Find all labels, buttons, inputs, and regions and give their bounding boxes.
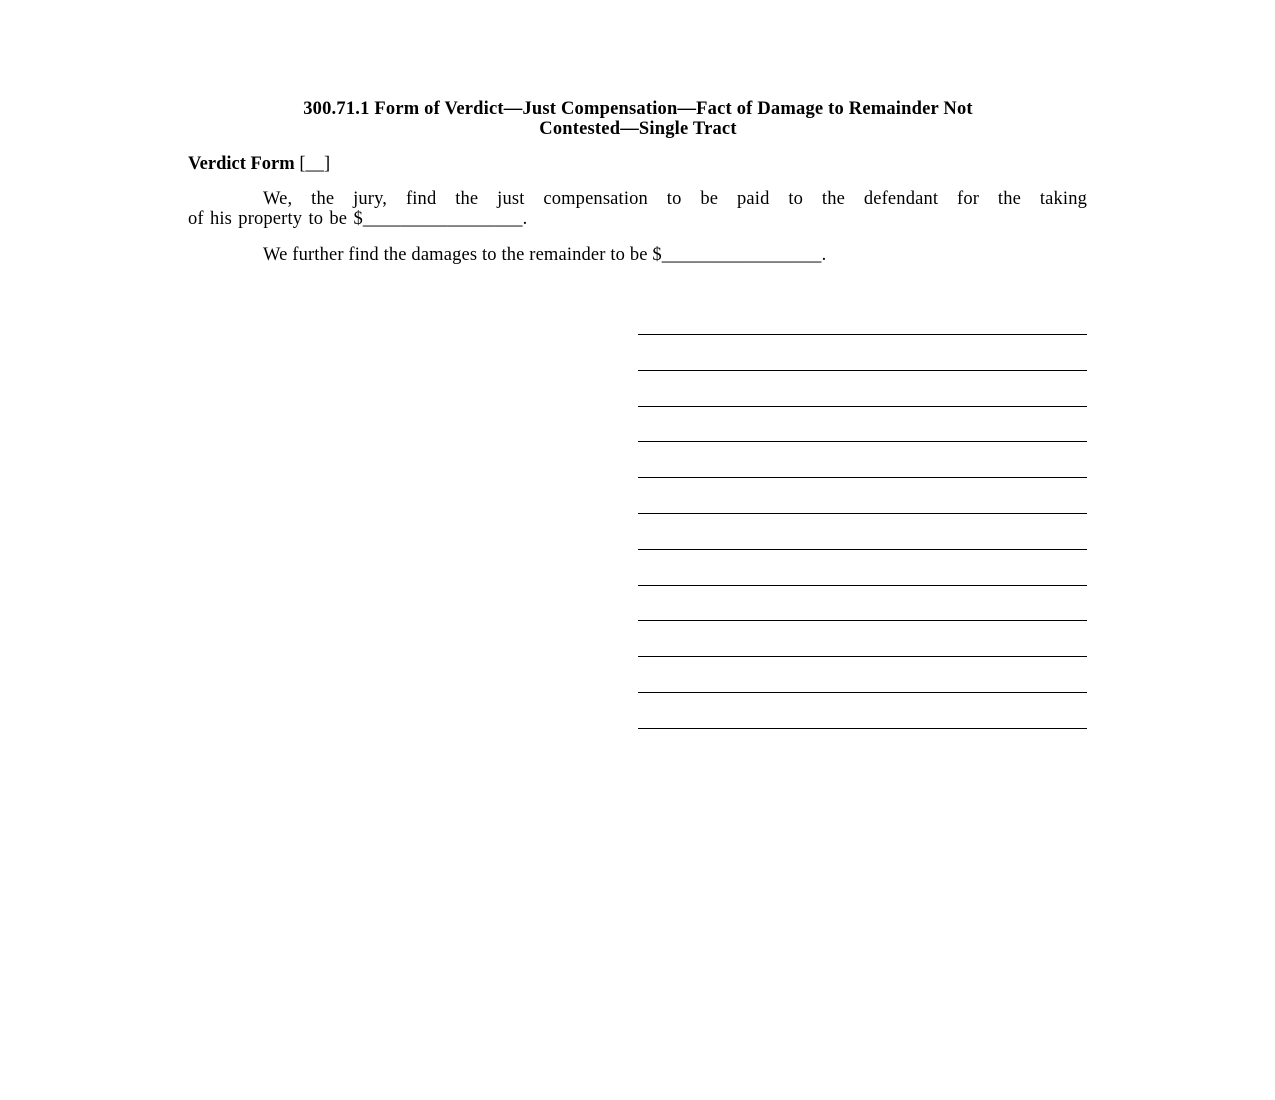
title-line-2: Contested—Single Tract bbox=[539, 119, 737, 139]
verdict-form-label: Verdict Form bbox=[188, 154, 295, 174]
remainder-damages-paragraph: We further find the damages to the remainder to be $_________________. bbox=[263, 245, 827, 265]
juror-signature-line bbox=[638, 513, 1087, 514]
juror-signature-line bbox=[638, 620, 1087, 621]
juror-signature-line bbox=[638, 441, 1087, 442]
juror-signature-line bbox=[638, 370, 1087, 371]
juror-signature-line bbox=[638, 477, 1087, 478]
juror-signature-line bbox=[638, 728, 1087, 729]
juror-signature-line bbox=[638, 334, 1087, 335]
verdict-form-number-blank: [__] bbox=[294, 154, 331, 174]
juror-signature-line bbox=[638, 692, 1087, 693]
juror-signature-line bbox=[638, 549, 1087, 550]
juror-signature-line bbox=[638, 585, 1087, 586]
just-compensation-line-1: We, the jury, find the just compensation to be paid to the defendant for the taking bbox=[263, 189, 1087, 209]
title-line-1: 300.71.1 Form of Verdict—Just Compensation—Fact of Damage to Remainder Not bbox=[303, 99, 973, 119]
just-compensation-paragraph bbox=[188, 190, 1087, 229]
juror-signature-line bbox=[638, 406, 1087, 407]
verdict-form-heading bbox=[188, 154, 330, 174]
just-compensation-line-2: of his property to be $_________________. bbox=[188, 208, 528, 229]
juror-signature-line bbox=[638, 656, 1087, 657]
document-title bbox=[188, 99, 1088, 139]
